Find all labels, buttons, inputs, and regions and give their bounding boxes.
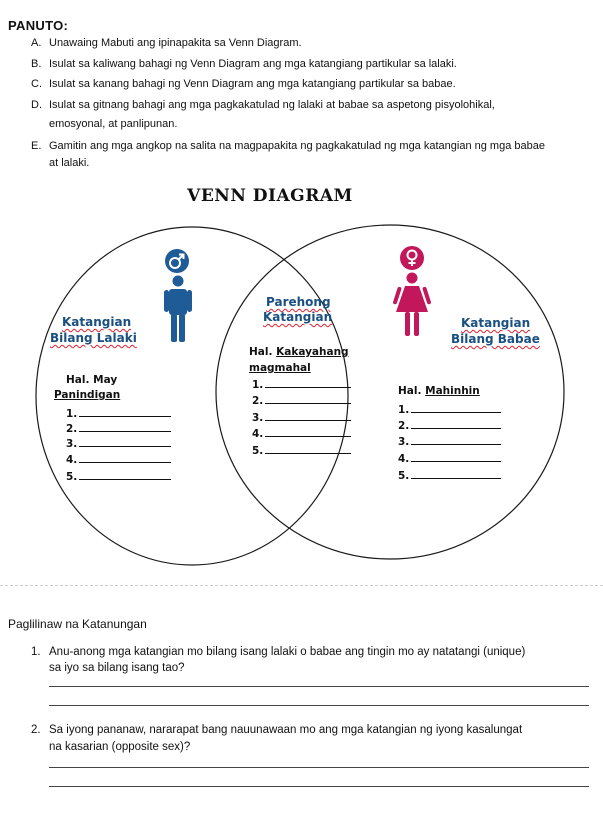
item-number: 4. bbox=[66, 454, 78, 466]
item-number: 5. bbox=[252, 445, 264, 457]
instruction-d-continued: emosyonal, at panlipunan. bbox=[49, 118, 178, 130]
female-symbol-icon bbox=[400, 246, 424, 270]
middle-item-1 bbox=[252, 377, 351, 392]
instruction-letter: C. bbox=[31, 78, 42, 90]
left-label-text-2: Bilang Lalaki bbox=[50, 331, 137, 345]
right-label-line2 bbox=[451, 332, 540, 347]
answer-blank[interactable] bbox=[79, 452, 171, 463]
left-item-2 bbox=[66, 421, 171, 436]
right-item-5 bbox=[398, 468, 501, 483]
instruction-letter: B. bbox=[31, 58, 42, 70]
right-label-text-2: Bilang Babae bbox=[451, 332, 540, 346]
answer-line[interactable] bbox=[49, 686, 589, 687]
question-text: Anu-anong mga katangian mo bilang isang lalaki o babae ang tingin mo ay natatangi (unique) bbox=[49, 646, 526, 658]
answer-blank[interactable] bbox=[411, 418, 501, 429]
middle-example-prefix: Hal. bbox=[249, 346, 277, 358]
question-number: 2. bbox=[31, 724, 41, 736]
right-label-line1 bbox=[461, 316, 530, 331]
right-item-4 bbox=[398, 451, 501, 466]
instruction-text: Gamitin ang mga angkop na salita na magpapakita ng pagkakatulad ng mga katangian ng mga babae bbox=[49, 140, 545, 152]
middle-label-line2 bbox=[263, 310, 332, 325]
middle-item-5 bbox=[252, 443, 351, 458]
middle-example-word: Kakayahang bbox=[276, 346, 349, 358]
answer-blank[interactable] bbox=[265, 443, 351, 454]
instructions-heading: PANUTO: bbox=[8, 18, 69, 33]
question-2-continued: na kasarian (opposite sex)? bbox=[49, 741, 191, 753]
female-figure-icon bbox=[393, 273, 432, 337]
instruction-letter: D. bbox=[31, 99, 42, 111]
item-number: 5. bbox=[398, 470, 410, 482]
answer-blank[interactable] bbox=[79, 469, 171, 480]
item-number: 3. bbox=[252, 412, 264, 424]
answer-blank[interactable] bbox=[79, 406, 171, 417]
instruction-text: Isulat sa gitnang bahagi ang mga pagkakatulad ng lalaki at babae sa aspetong pisyolohikal, bbox=[49, 99, 495, 111]
answer-blank[interactable] bbox=[265, 410, 351, 421]
item-number: 3. bbox=[398, 436, 410, 448]
venn-title: VENN DIAGRAM bbox=[187, 186, 353, 206]
instruction-text: Isulat sa kaliwang bahagi ng Venn Diagram ang mga katangiang partikular sa lalaki. bbox=[49, 58, 457, 70]
middle-label-text-2: Katangian bbox=[263, 310, 333, 324]
item-number: 2. bbox=[66, 423, 78, 435]
item-number: 1. bbox=[252, 379, 264, 391]
left-item-3 bbox=[66, 436, 171, 451]
right-label-text-1: Katangian bbox=[461, 316, 531, 330]
left-item-4 bbox=[66, 452, 171, 467]
answer-blank[interactable] bbox=[265, 426, 351, 437]
right-example-line1 bbox=[398, 385, 480, 398]
middle-item-4 bbox=[252, 426, 351, 441]
instruction-text: Unawaing Mabuti ang ipinapakita sa Venn Diagram. bbox=[49, 37, 302, 49]
left-label-line2 bbox=[50, 331, 137, 346]
right-example-word: Mahinhin bbox=[425, 385, 480, 397]
answer-blank[interactable] bbox=[411, 451, 501, 462]
item-number: 3. bbox=[66, 438, 78, 450]
left-example-line2: Panindigan bbox=[54, 389, 121, 401]
item-number: 1. bbox=[66, 408, 78, 420]
instruction-letter: A. bbox=[31, 37, 42, 49]
answer-blank[interactable] bbox=[265, 393, 351, 404]
right-circle bbox=[216, 225, 564, 559]
middle-example-line2: magmahal bbox=[249, 362, 311, 374]
item-number: 1. bbox=[398, 404, 410, 416]
left-item-5 bbox=[66, 469, 171, 484]
instruction-letter: E. bbox=[31, 140, 42, 152]
reflection-title: Paglilinaw na Katanungan bbox=[8, 617, 147, 631]
question-2 bbox=[31, 722, 522, 739]
item-number: 4. bbox=[398, 453, 410, 465]
item-number: 2. bbox=[398, 420, 410, 432]
item-number: 5. bbox=[66, 471, 78, 483]
middle-example-line1 bbox=[249, 346, 349, 359]
instruction-text: Isulat sa kanang bahagi ng Venn Diagram ang mga katangiang partikular sa babae. bbox=[49, 78, 456, 90]
male-figure-icon bbox=[164, 276, 192, 343]
answer-line[interactable] bbox=[49, 786, 589, 787]
left-label-text-1: Katangian bbox=[62, 315, 132, 329]
instruction-e-continued: at lalaki. bbox=[49, 157, 90, 169]
question-number: 1. bbox=[31, 646, 41, 658]
answer-blank[interactable] bbox=[265, 377, 351, 388]
left-example-line1: Hal. May bbox=[66, 374, 118, 386]
answer-line[interactable] bbox=[49, 767, 589, 768]
answer-blank[interactable] bbox=[411, 434, 501, 445]
answer-blank[interactable] bbox=[79, 421, 171, 432]
item-number: 4. bbox=[252, 428, 264, 440]
answer-line[interactable] bbox=[49, 705, 589, 706]
question-1 bbox=[31, 644, 525, 661]
left-label-line1 bbox=[62, 315, 131, 330]
question-text: Sa iyong pananaw, nararapat bang nauunawaan mo ang mga katangian ng iyong kasalungat bbox=[49, 724, 523, 736]
answer-blank[interactable] bbox=[411, 468, 501, 479]
middle-item-2 bbox=[252, 393, 351, 408]
question-1-continued: sa iyo sa bilang isang tao? bbox=[49, 662, 185, 674]
item-number: 2. bbox=[252, 395, 264, 407]
male-symbol-icon bbox=[165, 249, 189, 273]
answer-blank[interactable] bbox=[79, 436, 171, 447]
right-item-2 bbox=[398, 418, 501, 433]
left-item-1 bbox=[66, 406, 171, 421]
middle-label-text-1: Parehong bbox=[266, 295, 331, 309]
right-item-1 bbox=[398, 402, 501, 417]
middle-item-3 bbox=[252, 410, 351, 425]
section-divider bbox=[0, 585, 603, 586]
answer-blank[interactable] bbox=[411, 402, 501, 413]
middle-label-line1 bbox=[266, 295, 331, 310]
right-example-prefix: Hal. bbox=[398, 385, 426, 397]
right-item-3 bbox=[398, 434, 501, 449]
